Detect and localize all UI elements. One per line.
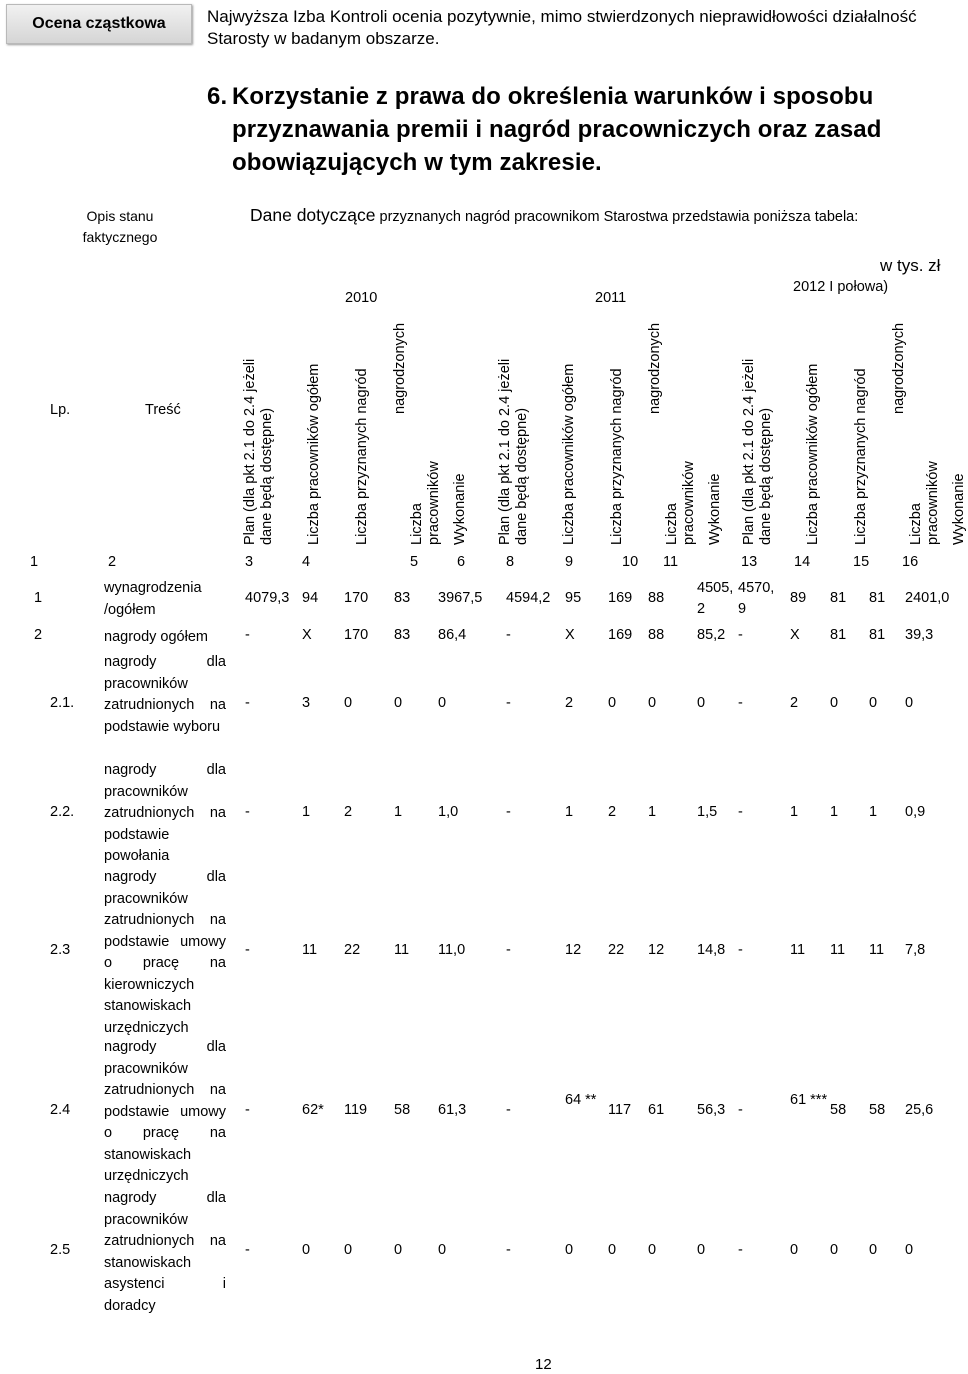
subheader-line: Liczba pracowników ogółem bbox=[805, 363, 821, 545]
row-value: 95 bbox=[565, 590, 582, 606]
row-value: 81 bbox=[830, 627, 847, 643]
row-value: 11 bbox=[830, 942, 846, 958]
ocena-czastkowa-badge: Ocena cząstkowa bbox=[6, 4, 192, 44]
row-value: 12 bbox=[565, 942, 582, 958]
subheader-line: Liczba bbox=[664, 503, 680, 545]
column-number: 3 bbox=[245, 554, 254, 570]
row-value: - bbox=[506, 1102, 511, 1118]
subheader-line: pracowników bbox=[681, 461, 697, 545]
row-value: 0 bbox=[394, 1242, 403, 1258]
row-value: 61 bbox=[648, 1102, 665, 1118]
row-value: 58 bbox=[869, 1102, 886, 1118]
row-tresc: nagrody dla pracowników zatrudnionych na podstawie powołania bbox=[104, 762, 226, 864]
subheader-plan bbox=[242, 323, 276, 545]
row-tresc: nagrody dla pracowników zatrudnionych na stanowiskach asystenci i doradcy bbox=[104, 1190, 226, 1314]
row-value: 83 bbox=[394, 590, 411, 606]
row-value: 0 bbox=[697, 1242, 706, 1258]
row-value: 2 bbox=[608, 804, 617, 820]
row-tresc: nagrody dla pracowników zatrudnionych na podstawie wyboru bbox=[104, 654, 226, 735]
dane-lead: Dane dotyczące bbox=[250, 205, 376, 225]
row-lp: 2.3 bbox=[50, 942, 71, 958]
subheader-liczba-nagrodzonych bbox=[392, 323, 443, 545]
subheader-line: Plan (dla pkt 2.1 do 2.4 jeżeli bbox=[741, 358, 757, 545]
row-value: 11 bbox=[869, 942, 885, 958]
subheader-liczba-nagrodzonych bbox=[647, 323, 698, 545]
row-value: 88 bbox=[648, 590, 665, 606]
row-value: - bbox=[506, 1242, 511, 1258]
column-number: 10 bbox=[622, 554, 639, 570]
subheader-liczba-nagrodzonych bbox=[891, 323, 942, 545]
subheader-liczba-nagrod bbox=[853, 365, 870, 545]
subheader-line: Wykonanie bbox=[452, 473, 468, 545]
page-number: 12 bbox=[535, 1356, 552, 1373]
column-number: 11 bbox=[663, 554, 679, 570]
row-value: 83 bbox=[394, 627, 411, 643]
row-value: 39,3 bbox=[905, 627, 934, 643]
subheader-line: Liczba pracowników ogółem bbox=[306, 363, 322, 545]
subheader-line: Liczba przyznanych nagród bbox=[853, 368, 869, 545]
subheader-line: dane będą dostępne) bbox=[259, 407, 275, 545]
row-value: 0 bbox=[608, 1242, 617, 1258]
opis-stanu-label: Opis stanu faktycznego bbox=[82, 208, 158, 245]
row-value: - bbox=[245, 1242, 250, 1258]
header-lp: Lp. bbox=[50, 402, 71, 418]
row-value: 81 bbox=[830, 590, 847, 606]
subheader-line: Wykonanie bbox=[707, 473, 723, 545]
row-value: - bbox=[738, 695, 743, 711]
row-value: 58 bbox=[830, 1102, 847, 1118]
subheader-wykonanie bbox=[452, 471, 469, 545]
row-value: - bbox=[738, 1242, 743, 1258]
subheader-liczba-nagrod bbox=[609, 365, 626, 545]
subheader-plan bbox=[497, 323, 531, 545]
row-lp: 2.2. bbox=[50, 804, 75, 820]
row-lp: 2 bbox=[34, 627, 43, 643]
row-value: 0 bbox=[302, 1242, 311, 1258]
row-value: - bbox=[738, 804, 743, 820]
subheader-line: nagrodzonych bbox=[647, 323, 663, 415]
row-value: 22 bbox=[608, 942, 625, 958]
row-tresc: wynagrodzenia /ogółem bbox=[104, 580, 202, 618]
row-value: 170 bbox=[344, 590, 369, 606]
subheader-line: Liczba przyznanych nagród bbox=[354, 368, 370, 545]
row-value: 119 bbox=[344, 1102, 368, 1118]
row-value: 64 ** bbox=[565, 1092, 597, 1108]
row-value: 1 bbox=[648, 804, 657, 820]
header-tresc: Treść bbox=[145, 402, 181, 418]
row-value: X bbox=[565, 627, 575, 643]
row-value: 1 bbox=[830, 804, 839, 820]
row-lp: 1 bbox=[34, 590, 43, 606]
row-value: - bbox=[738, 627, 743, 643]
row-value: 1 bbox=[394, 804, 403, 820]
subheader-plan bbox=[741, 323, 775, 545]
row-value: - bbox=[245, 695, 250, 711]
row-value: X bbox=[790, 627, 800, 643]
subheader-line: pracowników bbox=[925, 461, 941, 545]
subheader-liczba-ogolem bbox=[306, 355, 323, 545]
row-value: 0 bbox=[830, 695, 839, 711]
subheader-line: Plan (dla pkt 2.1 do 2.4 jeżeli bbox=[242, 358, 258, 545]
subheader-liczba-nagrod bbox=[354, 365, 371, 545]
intro-paragraph: Najwyższa Izba Kontroli ocenia pozytywnie, mimo stwierdzonych nieprawidłowości działalność Starosty w badanym obszarze. bbox=[207, 7, 917, 48]
column-number: 8 bbox=[506, 554, 515, 570]
row-value: 7,8 bbox=[905, 942, 926, 958]
row-value: 0 bbox=[648, 1242, 657, 1258]
dane-rest: przyznanych nagród pracownikom Starostwa przedstawia poniższa tabela: bbox=[379, 209, 859, 225]
row-value: 2 bbox=[565, 695, 574, 711]
row-value: - bbox=[506, 695, 511, 711]
row-tresc: nagrody dla pracowników zatrudnionych na podstawie umowy o pracę na stanowiskach urzędniczych bbox=[104, 1039, 226, 1184]
row-value: 169 bbox=[608, 627, 633, 643]
column-number: 16 bbox=[902, 554, 919, 570]
row-value: 0 bbox=[905, 1242, 914, 1258]
row-value: 0 bbox=[648, 695, 657, 711]
row-value: 1 bbox=[302, 804, 311, 820]
row-value: 94 bbox=[302, 590, 319, 606]
column-number: 6 bbox=[457, 554, 466, 570]
row-value: 0 bbox=[697, 695, 706, 711]
column-number: 1 bbox=[30, 554, 39, 570]
subheader-line: Wykonanie bbox=[951, 473, 967, 545]
row-value: 3 bbox=[302, 695, 311, 711]
column-number: 14 bbox=[794, 554, 811, 570]
row-value: 0 bbox=[438, 695, 447, 711]
row-value: 11,0 bbox=[438, 942, 466, 958]
row-value: - bbox=[245, 1102, 250, 1118]
row-value: 81 bbox=[869, 590, 886, 606]
unit-label: w tys. zł bbox=[880, 256, 941, 275]
row-value: 1 bbox=[565, 804, 574, 820]
row-value: 61 *** bbox=[790, 1092, 828, 1108]
row-value: 2401,0 bbox=[905, 590, 950, 606]
subheader-line: nagrodzonych bbox=[891, 323, 907, 415]
subheader-liczba-ogolem bbox=[805, 355, 822, 545]
subheader-line: pracowników bbox=[426, 461, 442, 545]
row-value: X bbox=[302, 627, 312, 643]
row-value: 61,3 bbox=[438, 1102, 467, 1118]
subheader-wykonanie bbox=[707, 471, 724, 545]
row-value: 4570, 9 bbox=[738, 580, 775, 617]
row-value: 4594,2 bbox=[506, 590, 551, 606]
row-value: 62* bbox=[302, 1102, 324, 1118]
row-value: 169 bbox=[608, 590, 633, 606]
row-value: 22 bbox=[344, 942, 361, 958]
row-value: - bbox=[245, 627, 250, 643]
row-value: 117 bbox=[608, 1102, 632, 1118]
column-number: 15 bbox=[853, 554, 870, 570]
row-value: 2 bbox=[790, 695, 799, 711]
year-2011: 2011 bbox=[595, 290, 627, 306]
year-2012: 2012 I połowa) bbox=[793, 279, 889, 295]
row-value: - bbox=[738, 942, 743, 958]
row-value: 56,3 bbox=[697, 1102, 726, 1118]
subheader-line: Plan (dla pkt 2.1 do 2.4 jeżeli bbox=[497, 358, 513, 545]
row-value: 2 bbox=[344, 804, 353, 820]
column-number: 2 bbox=[108, 554, 117, 570]
subheader-line: dane będą dostępne) bbox=[758, 407, 774, 545]
row-value: 25,6 bbox=[905, 1102, 934, 1118]
row-value: 0 bbox=[565, 1242, 574, 1258]
row-value: - bbox=[506, 804, 511, 820]
row-value: 0 bbox=[905, 695, 914, 711]
row-value: 86,4 bbox=[438, 627, 467, 643]
row-value: 1,5 bbox=[697, 804, 718, 820]
row-value: 1 bbox=[869, 804, 878, 820]
subheader-line: Liczba pracowników ogółem bbox=[561, 363, 577, 545]
row-value: 81 bbox=[869, 627, 886, 643]
row-value: 170 bbox=[344, 627, 369, 643]
row-value: 11 bbox=[790, 942, 806, 958]
subheader-wykonanie bbox=[951, 471, 968, 545]
row-value: 14,8 bbox=[697, 942, 726, 958]
row-value: 0 bbox=[869, 695, 878, 711]
row-value: 1,0 bbox=[438, 804, 459, 820]
row-value: 0 bbox=[790, 1242, 799, 1258]
row-value: 0 bbox=[344, 1242, 353, 1258]
row-value: 0,9 bbox=[905, 804, 926, 820]
section-title: Korzystanie z prawa do określenia warunków i sposobu przyznawania premii i nagród pracowniczych oraz zasad obowiązujących w tym zakresie. bbox=[232, 83, 882, 176]
column-number: 9 bbox=[565, 554, 574, 570]
subheader-line: Liczba przyznanych nagród bbox=[609, 368, 625, 545]
column-number: 4 bbox=[302, 554, 311, 570]
subheader-line: Liczba bbox=[908, 503, 924, 545]
row-value: - bbox=[245, 942, 250, 958]
row-value: 4079,3 bbox=[245, 590, 290, 606]
row-value: 0 bbox=[394, 695, 403, 711]
row-tresc: nagrody ogółem bbox=[104, 629, 208, 645]
subheader-liczba-ogolem bbox=[561, 355, 578, 545]
subheader-line: dane będą dostępne) bbox=[514, 407, 530, 545]
row-lp: 2.1. bbox=[50, 695, 75, 711]
row-value: - bbox=[245, 804, 250, 820]
row-value: 1 bbox=[790, 804, 799, 820]
row-value: - bbox=[506, 627, 511, 643]
row-value: 88 bbox=[648, 627, 665, 643]
subheader-line: Liczba bbox=[409, 503, 425, 545]
row-value: 85,2 bbox=[697, 627, 726, 643]
row-value: - bbox=[738, 1102, 743, 1118]
row-value: 0 bbox=[344, 695, 353, 711]
row-lp: 2.5 bbox=[50, 1242, 71, 1258]
row-value: 89 bbox=[790, 590, 807, 606]
row-value: 58 bbox=[394, 1102, 411, 1118]
row-value: 0 bbox=[869, 1242, 878, 1258]
row-value: 11 bbox=[302, 942, 318, 958]
row-value: 0 bbox=[608, 695, 617, 711]
row-lp: 2.4 bbox=[50, 1102, 71, 1118]
subheader-line: nagrodzonych bbox=[392, 323, 408, 415]
column-number: 5 bbox=[410, 554, 419, 570]
row-value: - bbox=[506, 942, 511, 958]
row-value: 0 bbox=[830, 1242, 839, 1258]
row-value: 11 bbox=[394, 942, 410, 958]
column-number: 13 bbox=[741, 554, 758, 570]
row-value: 3967,5 bbox=[438, 590, 483, 606]
row-value: 12 bbox=[648, 942, 665, 958]
row-value: 0 bbox=[438, 1242, 447, 1258]
row-tresc: nagrody dla pracowników zatrudnionych na podstawie umowy o pracę na kierowniczych stanowiskach urzędniczych bbox=[104, 869, 226, 1036]
row-value: 4505, 2 bbox=[697, 580, 734, 617]
year-2010: 2010 bbox=[345, 290, 378, 306]
section-number: 6. bbox=[207, 83, 228, 110]
